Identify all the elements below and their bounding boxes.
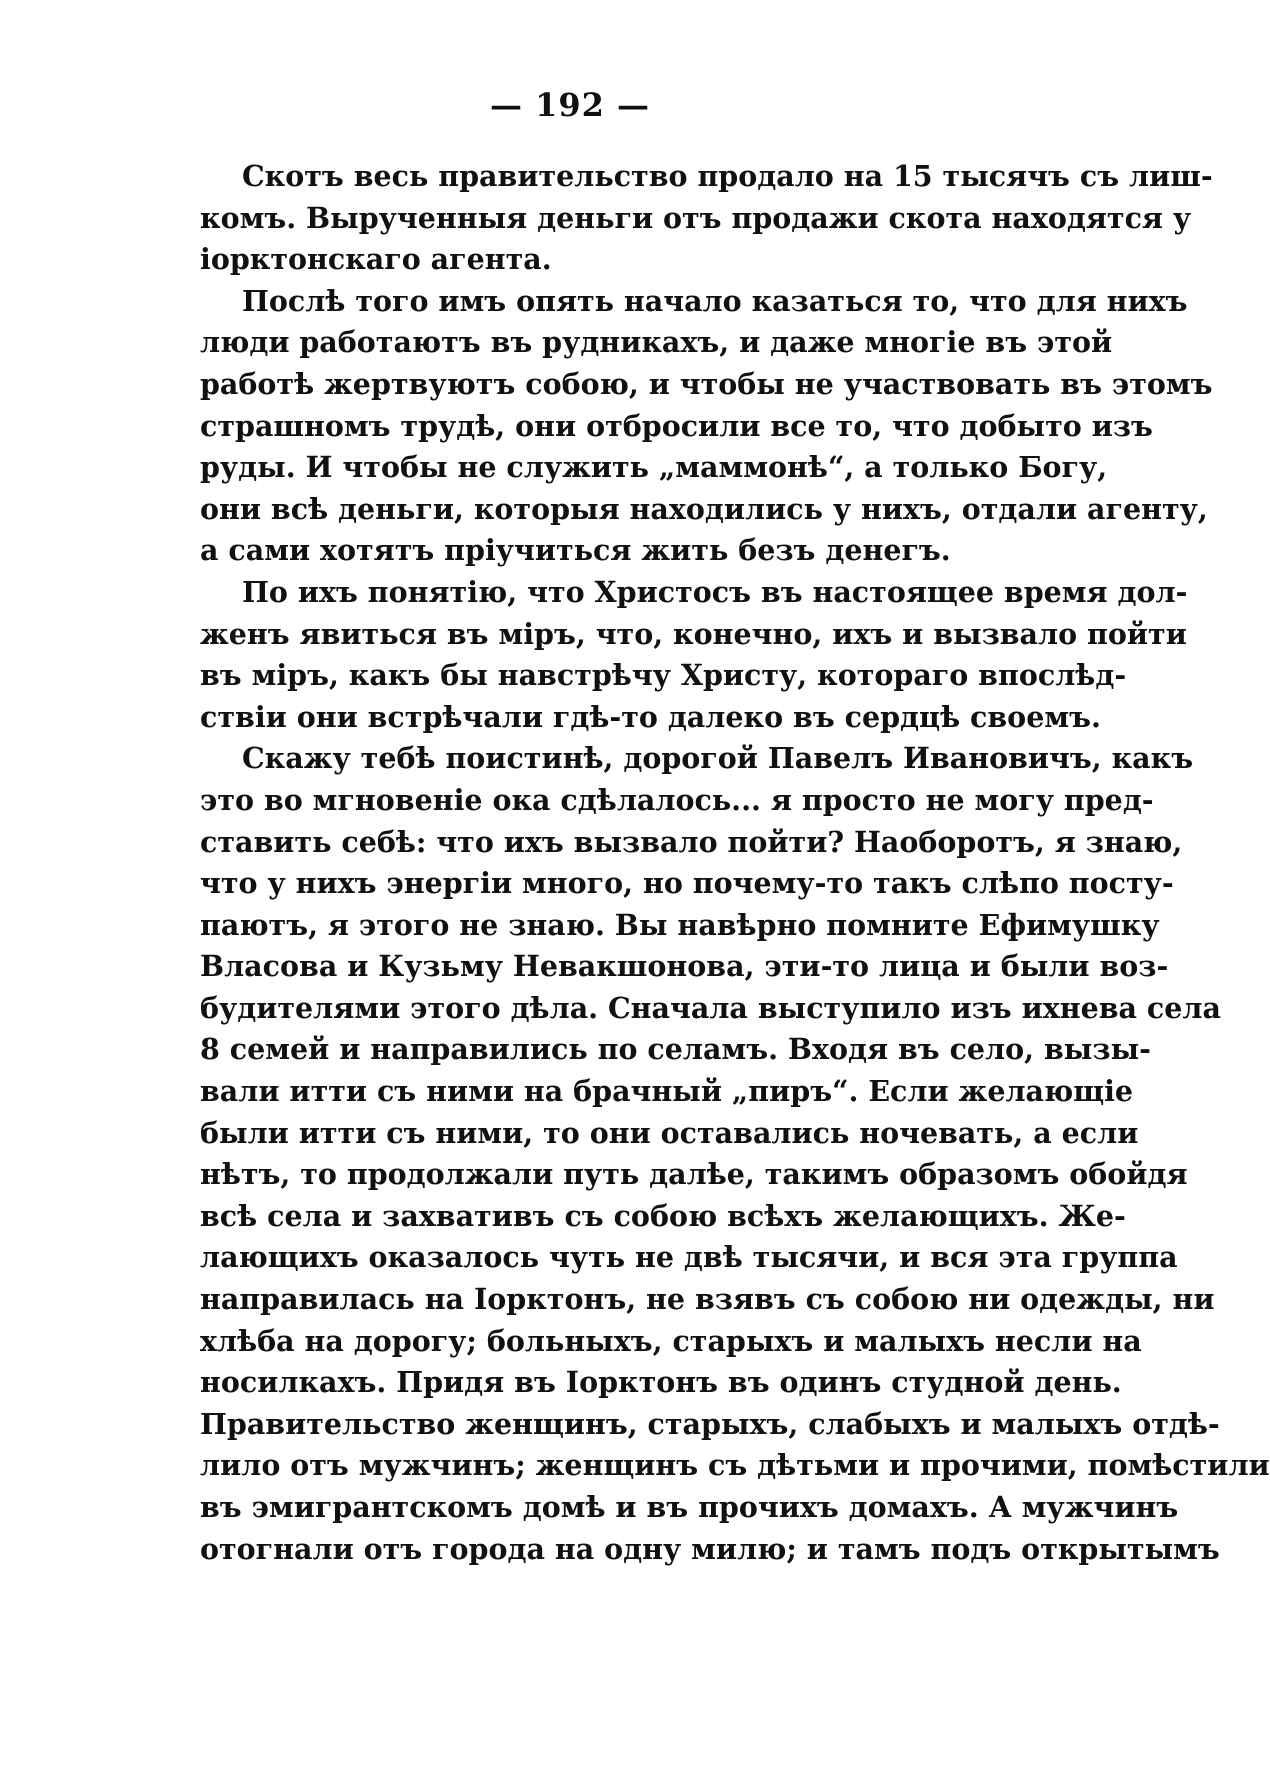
text-line: ставить себѣ: что ихъ вызвало пойти? Наоборотъ, я знаю, xyxy=(200,824,1183,859)
page-number: — 192 — xyxy=(489,86,651,124)
text-line: лило отъ мужчинъ; женщинъ съ дѣтьми и прочими, помѣстили xyxy=(200,1448,1270,1483)
text-line: работѣ жертвуютъ собою, и чтобы не участвовать въ этомъ xyxy=(200,366,1213,401)
text-line: направилась на Іорктонъ, не взявъ съ собою ни одежды, ни xyxy=(200,1282,1215,1317)
text-line: носилкахъ. Придя въ Іорктонъ въ одинъ студной день. xyxy=(200,1365,1122,1400)
text-line: это во мгновеніе ока сдѣлалось... я просто не могу пред- xyxy=(200,782,1154,817)
text-line: Скотъ весь правительство продало на 15 тысячъ съ лиш- xyxy=(242,159,1213,193)
text-line: Правительство женщинъ, старыхъ, слабыхъ и малыхъ отдѣ- xyxy=(200,1406,1220,1441)
text-line: паютъ, я этого не знаю. Вы навѣрно помните Ефимушку xyxy=(200,907,1160,942)
paragraph xyxy=(200,156,1213,281)
text-line: 8 семей и направились по селамъ. Входя въ село, вызы- xyxy=(200,1032,1151,1067)
text-line: ствіи они встрѣчали гдѣ-то далеко въ сердцѣ своемъ. xyxy=(200,699,1101,734)
text-line: страшномъ трудѣ, они отбросили все то, что добыто изъ xyxy=(200,408,1153,443)
text-line: всѣ села и захвативъ съ собою всѣхъ желающихъ. Же- xyxy=(200,1198,1126,1233)
text-line: хлѣба на дорогу; больныхъ, старыхъ и малыхъ несли на xyxy=(200,1323,1142,1358)
text-line: лающихъ оказалось чуть не двѣ тысячи, и вся эта группа xyxy=(200,1240,1178,1275)
text-line: Скажу тебѣ поистинѣ, дорогой Павелъ Ивановичъ, какъ xyxy=(242,741,1194,776)
text-line: будителями этого дѣла. Сначала выступило изъ ихнева села xyxy=(200,990,1221,1025)
text-line: что у нихъ энергіи много, но почему-то такъ слѣпо посту- xyxy=(200,866,1174,901)
paragraph xyxy=(200,738,1270,1570)
body-text xyxy=(200,156,1270,1570)
text-line: отогнали отъ города на одну милю; и тамъ подъ открытымъ xyxy=(200,1531,1220,1566)
text-line: а сами хотятъ пріучиться жить безъ денегъ. xyxy=(200,533,951,568)
text-line: въ эмигрантскомъ домѣ и въ прочихъ домахъ. А мужчинъ xyxy=(200,1490,1179,1524)
text-line: Послѣ того имъ опять начало казаться то, что для нихъ xyxy=(242,283,1188,318)
paragraph xyxy=(200,572,1188,738)
text-line: въ міръ, какъ бы навстрѣчу Христу, котораго впослѣд- xyxy=(200,658,1127,693)
text-line: люди работаютъ въ рудникахъ, и даже многіе въ этой xyxy=(200,325,1113,360)
text-line: По ихъ понятію, что Христосъ въ настоящее время дол- xyxy=(242,574,1188,609)
paragraph xyxy=(200,281,1213,572)
text-line: были итти съ ними, то они оставались ночевать, а если xyxy=(200,1115,1139,1150)
text-line: іорктонскаго агента. xyxy=(200,242,552,277)
text-line: вали итти съ ними на брачный „пиръ“. Если желающіе xyxy=(200,1074,1134,1109)
text-line: комъ. Вырученныя деньги отъ продажи скота находятся у xyxy=(200,200,1192,235)
text-line: Власова и Кузьму Невакшонова, эти-то лица и были воз- xyxy=(200,949,1169,984)
text-line: женъ явиться въ міръ, что, конечно, ихъ и вызвало пойти xyxy=(200,616,1187,651)
text-line: нѣтъ, то продолжали путь далѣе, такимъ образомъ обойдя xyxy=(200,1157,1188,1192)
text-line: руды. И чтобы не служить „маммонѣ“, а только Богу, xyxy=(200,450,1108,485)
text-line: они всѣ деньги, которыя находились у нихъ, отдали агенту, xyxy=(200,491,1208,526)
